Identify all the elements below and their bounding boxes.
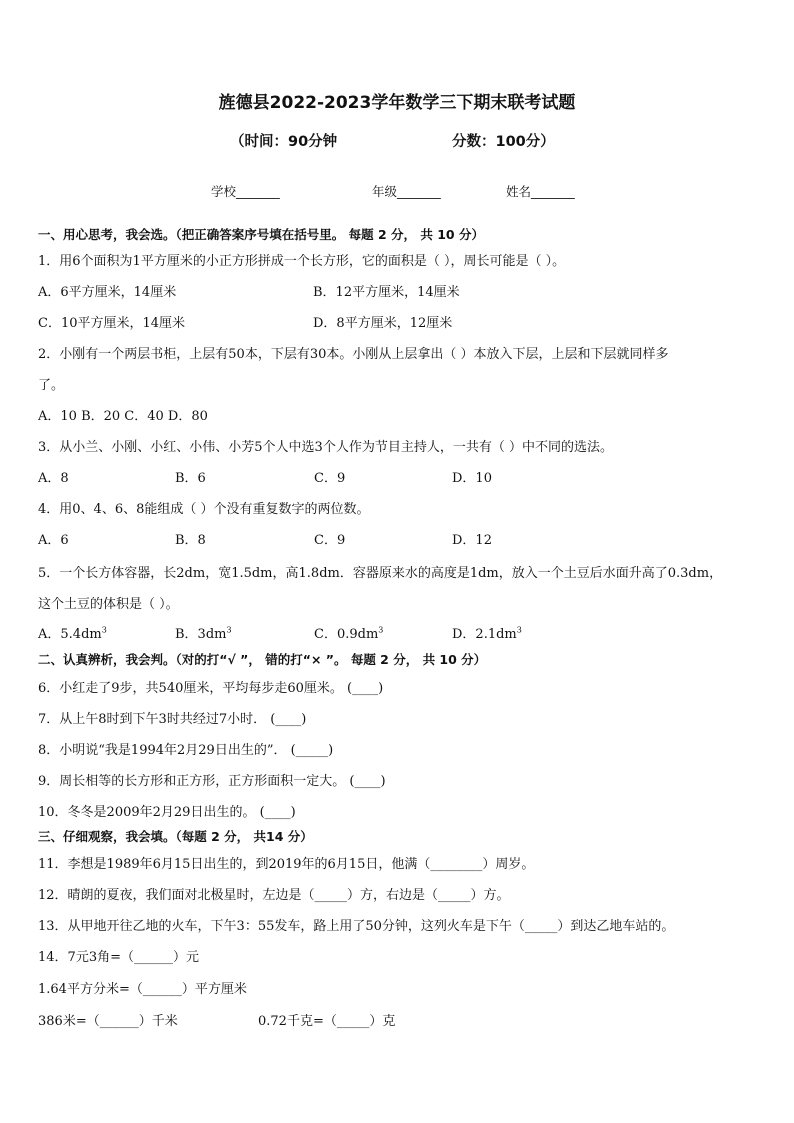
q5-option-c: C．$0.9dm^3$ xyxy=(314,625,384,642)
q3-option-c: C．9 xyxy=(314,471,346,486)
q5-option-a: A．$5.4dm^3$ xyxy=(38,625,107,642)
q1-option-d: D．8平方厘米，12厘米 xyxy=(313,316,453,331)
section-2-heading: 二、认真辨析，我会判。（对的打“√ ”， 错的打“× ”。 每题 2 分， 共 10 分） xyxy=(38,652,487,667)
q1-option-c: C．10平方厘米，14厘米 xyxy=(38,316,186,331)
question-4: 4．用0、4、6、8能组成（ ）个没有重复数字的两位数。 xyxy=(38,502,370,517)
q5-option-d: D．$2.1dm^3$ xyxy=(452,625,522,642)
exam-score: 分数：100分） xyxy=(452,134,555,150)
question-11: 11．李想是1989年6月15日出生的，到2019年的6月15日，他满（________）周岁。 xyxy=(38,857,535,872)
q4-option-b: B．8 xyxy=(175,533,206,548)
question-6: 6．小红走了9步，共540厘米，平均每步走60厘米。 (____) xyxy=(38,681,384,696)
question-7: 7．从上午8时到下午3时共经过7小时． (____) xyxy=(38,712,307,727)
exam-time: （时间：90分钟 xyxy=(230,134,338,150)
grade-field: 年级_______ xyxy=(372,184,441,199)
school-field: 学校_______ xyxy=(211,184,280,199)
question-2-line-2: 了。 xyxy=(38,378,65,393)
question-14-part-3: 386米=（______）千米 xyxy=(38,1014,178,1029)
q3-option-d: D．10 xyxy=(452,471,492,486)
question-1: 1．用6个面积为1平方厘米的小正方形拼成一个长方形，它的面积是（ ），周长可能是（ ）。 xyxy=(38,254,566,269)
q1-option-a: A．6平方厘米，14厘米 xyxy=(38,285,177,300)
section-3-heading: 三、仔细观察，我会填。（每题 2 分， 共14 分） xyxy=(38,829,313,844)
question-12: 12．晴朗的夏夜，我们面对北极星时，左边是（_____）方，右边是（_____）方。 xyxy=(38,888,510,903)
q4-option-c: C．9 xyxy=(314,533,346,548)
q3-option-b: B．6 xyxy=(175,471,206,486)
q4-option-d: D．12 xyxy=(452,533,492,548)
q5-option-b: B．$3dm^3$ xyxy=(175,625,232,642)
q3-option-a: A．8 xyxy=(38,471,69,486)
question-14-part-4: 0.72千克=（_____）克 xyxy=(258,1014,396,1029)
question-5-line-2: 这个土豆的体积是（ ）。 xyxy=(38,597,179,612)
question-9: 9．周长相等的长方形和正方形，正方形面积一定大。 (____) xyxy=(38,774,386,789)
question-10: 10．冬冬是2009年2月29日出生的。 (____) xyxy=(38,805,296,820)
question-5-line-1: 5．一个长方体容器，长2dm，宽1.5dm，高1.8dm．容器原来水的高度是1dm，放入一个土豆后水面升高了0.3dm， xyxy=(38,566,723,581)
question-3: 3．从小兰、小刚、小红、小伟、小芳5个人中选3个人作为节目主持人，一共有（ ）中不同的选法。 xyxy=(38,440,613,455)
question-14-part-1: 14．7元3角=（______）元 xyxy=(38,950,199,965)
name-field: 姓名_______ xyxy=(506,184,575,199)
question-14-part-2: 1.64平方分米=（______）平方厘米 xyxy=(38,982,247,997)
section-1-heading: 一、用心思考，我会选。（把正确答案序号填在括号里。 每题 2 分， 共 10 分） xyxy=(38,227,484,242)
q1-option-b: B．12平方厘米，14厘米 xyxy=(313,285,460,300)
q2-options: A．10 B．20 C．40 D．80 xyxy=(38,409,208,424)
question-2-line-1: 2．小刚有一个两层书柜，上层有50本，下层有30本。小刚从上层拿出（ ）本放入下层，上层和下层就同样多 xyxy=(38,347,669,362)
page-title: 旌德县2022-2023学年数学三下期末联考试题 xyxy=(218,93,576,113)
question-13: 13．从甲地开往乙地的火车，下午3：55发车，路上用了50分钟，这列火车是下午（_____）到达乙地车站的。 xyxy=(38,919,675,934)
question-8: 8．小明说“我是1994年2月29日出生的”． (_____) xyxy=(38,743,334,758)
q4-option-a: A．6 xyxy=(38,533,69,548)
